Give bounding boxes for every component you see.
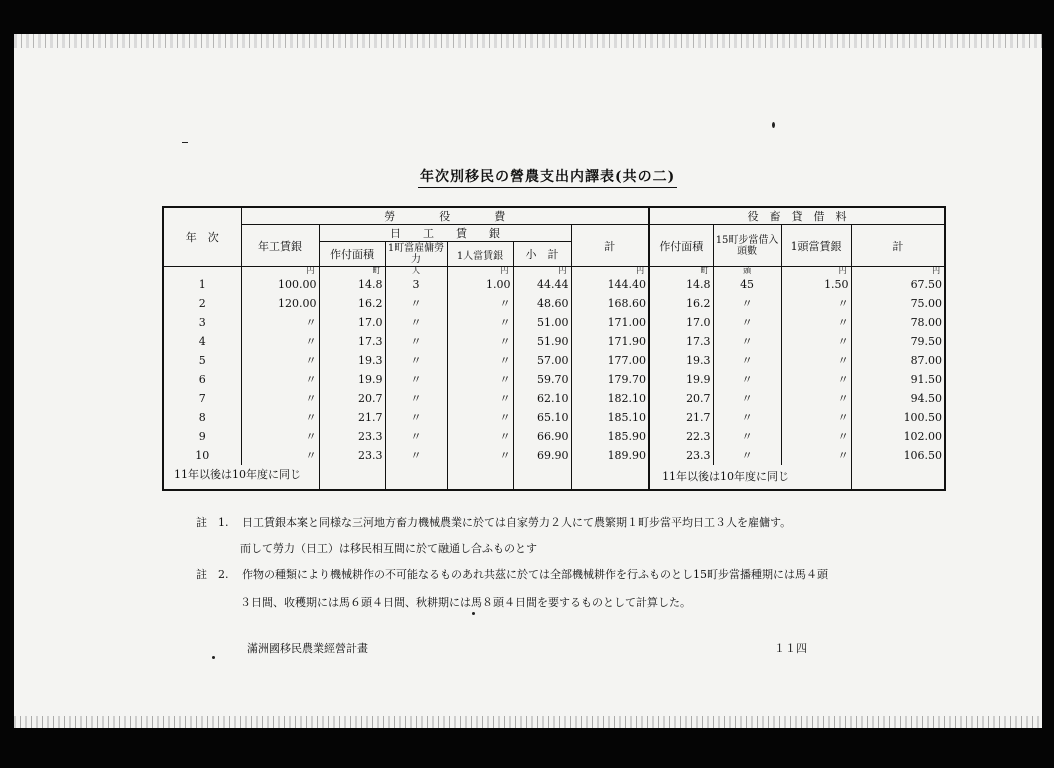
cell-subtotal: 62.10 xyxy=(513,389,571,408)
tail-note-left: 11年以後は10年度に同じ xyxy=(174,468,301,481)
cell-per-cho-labor: 〃 xyxy=(385,313,447,332)
cell-per-cho-labor: 3 xyxy=(385,275,447,294)
cell-annual-wage: 120.00 xyxy=(241,294,319,313)
scan-edge-top xyxy=(14,34,1042,48)
note-2-label: 註 2. xyxy=(196,568,229,581)
note-1 xyxy=(196,514,791,530)
cell-annual-wage: 〃 xyxy=(241,408,319,427)
cell-heads-per-15cho: 〃 xyxy=(713,294,781,313)
footer-right: １１四 xyxy=(774,642,807,655)
table-title: 年次別移民の營農支出内譯表(共の二) xyxy=(418,166,677,188)
scan-speck xyxy=(772,122,775,128)
cell-labor-total: 182.10 xyxy=(571,389,649,408)
empty-cell xyxy=(513,465,571,490)
table-row xyxy=(163,294,945,313)
cell-ls-total: 91.50 xyxy=(851,370,945,389)
cell-annual-wage: 〃 xyxy=(241,389,319,408)
cell-per-head-fee: 〃 xyxy=(781,332,851,351)
header-per-person-wage: 1人當賃銀 xyxy=(447,242,513,267)
unit-labor-total: 円 xyxy=(571,267,649,276)
empty-cell xyxy=(319,465,385,490)
cell-year: 1 xyxy=(198,278,206,291)
unit-annual-wage: 円 xyxy=(241,267,319,276)
cell-ls-planted-area: 19.3 xyxy=(649,351,713,370)
cell-per-cho-labor: 〃 xyxy=(385,389,447,408)
cell-ls-total: 87.00 xyxy=(851,351,945,370)
cell-annual-wage: 〃 xyxy=(241,446,319,465)
cell-heads-per-15cho: 〃 xyxy=(713,351,781,370)
cell-year: 6 xyxy=(198,373,206,386)
unit-subtotal: 円 xyxy=(513,267,571,276)
table-row xyxy=(163,370,945,389)
note-2 xyxy=(196,566,828,582)
header-labor-total: 計 xyxy=(571,225,649,267)
tail-note-right: 11年以後は10年度に同じ xyxy=(649,465,851,490)
cell-ls-planted-area: 22.3 xyxy=(649,427,713,446)
cell-per-cho-labor: 〃 xyxy=(385,370,447,389)
header-per-head-fee: 1頭當賃銀 xyxy=(781,225,851,267)
cell-year: 10 xyxy=(195,449,210,462)
unit-per-cho-labor: 人 xyxy=(385,267,447,276)
cell-labor-total: 171.90 xyxy=(571,332,649,351)
header-heads-per-15cho: 15町步當借入頭數 xyxy=(713,225,781,267)
note-1-line2: 而して勞力（日工）は移民相互間に於て融通し合ふものとす xyxy=(240,542,537,555)
cell-ls-planted-area: 21.7 xyxy=(649,408,713,427)
cell-per-head-fee: 〃 xyxy=(781,351,851,370)
cell-per-person-wage: 〃 xyxy=(447,427,513,446)
cell-labor-total: 168.60 xyxy=(571,294,649,313)
cell-per-head-fee: 〃 xyxy=(781,446,851,465)
cell-subtotal: 48.60 xyxy=(513,294,571,313)
cell-ls-planted-area: 16.2 xyxy=(649,294,713,313)
cell-labor-total: 171.00 xyxy=(571,313,649,332)
cell-labor-total: 185.10 xyxy=(571,408,649,427)
cell-planted-area: 17.3 xyxy=(319,332,385,351)
unit-row xyxy=(163,267,945,276)
cell-per-person-wage: 〃 xyxy=(447,294,513,313)
cell-annual-wage: 〃 xyxy=(241,313,319,332)
table-row xyxy=(163,313,945,332)
cell-ls-total: 100.50 xyxy=(851,408,945,427)
table-row xyxy=(163,332,945,351)
note-1-line1: 日工賃銀本案と同様な三河地方畜力機械農業に於ては自家勞力２人にて農繁期１町步當平均日工３人を雇傭す。 xyxy=(242,516,792,529)
cell-subtotal: 66.90 xyxy=(513,427,571,446)
cell-per-person-wage: 〃 xyxy=(447,370,513,389)
cell-per-person-wage: 〃 xyxy=(447,332,513,351)
cell-per-head-fee: 〃 xyxy=(781,427,851,446)
cell-per-person-wage: 〃 xyxy=(447,313,513,332)
cell-ls-planted-area: 23.3 xyxy=(649,446,713,465)
header-per-cho-labor: 1町當雇傭勞 力 xyxy=(385,242,447,267)
cell-planted-area: 23.3 xyxy=(319,427,385,446)
cell-per-cho-labor: 〃 xyxy=(385,427,447,446)
cell-year: 5 xyxy=(198,354,206,367)
table-row xyxy=(163,275,945,294)
cell-ls-planted-area: 17.0 xyxy=(649,313,713,332)
cell-subtotal: 65.10 xyxy=(513,408,571,427)
cell-per-cho-labor: 〃 xyxy=(385,294,447,313)
scan-speck xyxy=(472,612,475,615)
footer-left: 滿洲國移民農業經營計畫 xyxy=(247,642,368,655)
cell-planted-area: 19.9 xyxy=(319,370,385,389)
header-day-wage-group: 日 工 賃 銀 xyxy=(319,225,571,242)
cell-year: 3 xyxy=(198,316,206,329)
header-planted-area: 作付面積 xyxy=(319,242,385,267)
cell-per-person-wage: 〃 xyxy=(447,389,513,408)
cell-heads-per-15cho: 45 xyxy=(713,275,781,294)
unit-ls-planted-area: 町 xyxy=(649,267,713,276)
cell-per-person-wage: 〃 xyxy=(447,408,513,427)
table-row xyxy=(163,427,945,446)
cell-labor-total: 179.70 xyxy=(571,370,649,389)
cell-labor-total: 144.40 xyxy=(571,275,649,294)
cell-ls-planted-area: 19.9 xyxy=(649,370,713,389)
cell-heads-per-15cho: 〃 xyxy=(713,332,781,351)
header-ls-planted-area: 作付面積 xyxy=(649,225,713,267)
table-row xyxy=(163,389,945,408)
cell-heads-per-15cho: 〃 xyxy=(713,446,781,465)
cell-per-cho-labor: 〃 xyxy=(385,446,447,465)
empty-cell xyxy=(447,465,513,490)
cell-per-cho-labor: 〃 xyxy=(385,408,447,427)
header-year: 年 次 xyxy=(163,207,241,267)
unit-heads-per-15cho: 頭 xyxy=(713,267,781,276)
cell-year: 2 xyxy=(198,297,206,310)
cell-annual-wage: 〃 xyxy=(241,332,319,351)
cell-heads-per-15cho: 〃 xyxy=(713,427,781,446)
empty-cell xyxy=(385,465,447,490)
header-labor-group: 勞 役 費 xyxy=(241,207,649,225)
cell-year: 4 xyxy=(198,335,206,348)
table-row xyxy=(163,351,945,370)
unit-ls-total: 円 xyxy=(851,267,945,276)
cell-ls-planted-area: 20.7 xyxy=(649,389,713,408)
cell-ls-total: 67.50 xyxy=(851,275,945,294)
cell-heads-per-15cho: 〃 xyxy=(713,389,781,408)
unit-per-person-wage: 円 xyxy=(447,267,513,276)
cell-planted-area: 17.0 xyxy=(319,313,385,332)
note-2-line2: ３日間、收穫期には馬６頭４日間、秋耕期には馬８頭４日間を要するものとして計算した。 xyxy=(240,596,691,609)
cell-heads-per-15cho: 〃 xyxy=(713,313,781,332)
header-annual-wage: 年工賃銀 xyxy=(241,225,319,267)
cell-heads-per-15cho: 〃 xyxy=(713,408,781,427)
cell-labor-total: 189.90 xyxy=(571,446,649,465)
header-livestock-group: 役 畜 貸 借 料 xyxy=(649,207,945,225)
cell-annual-wage: 〃 xyxy=(241,427,319,446)
cell-per-head-fee: 〃 xyxy=(781,294,851,313)
cell-annual-wage: 〃 xyxy=(241,370,319,389)
cell-ls-total: 106.50 xyxy=(851,446,945,465)
cell-year: 7 xyxy=(198,392,206,405)
note-1-label: 註 1. xyxy=(196,516,229,529)
cell-annual-wage: 〃 xyxy=(241,351,319,370)
scan-edge-bottom xyxy=(14,716,1042,728)
cell-subtotal: 51.90 xyxy=(513,332,571,351)
cell-per-head-fee: 〃 xyxy=(781,389,851,408)
table-row xyxy=(163,408,945,427)
cell-subtotal: 44.44 xyxy=(513,275,571,294)
cell-per-cho-labor: 〃 xyxy=(385,351,447,370)
cell-ls-total: 75.00 xyxy=(851,294,945,313)
cell-year: 8 xyxy=(198,411,206,424)
cell-subtotal: 51.00 xyxy=(513,313,571,332)
header-ls-total: 計 xyxy=(851,225,945,267)
cell-ls-total: 94.50 xyxy=(851,389,945,408)
cell-ls-total: 102.00 xyxy=(851,427,945,446)
cell-per-head-fee: 〃 xyxy=(781,408,851,427)
cell-per-person-wage: 〃 xyxy=(447,351,513,370)
empty-cell xyxy=(851,465,945,490)
unit-per-head-fee: 円 xyxy=(781,267,851,276)
scan-speck xyxy=(182,142,188,143)
empty-cell xyxy=(571,465,649,490)
cell-subtotal: 59.70 xyxy=(513,370,571,389)
cell-planted-area: 20.7 xyxy=(319,389,385,408)
table-row-tail xyxy=(163,465,945,490)
cell-annual-wage: 100.00 xyxy=(241,275,319,294)
note-2-line1: 作物の種類により機械耕作の不可能なるものあれ共茲に於ては全部機械耕作を行ふものとし15町步當播種期には馬４頭 xyxy=(242,568,828,581)
cell-per-person-wage: 1.00 xyxy=(447,275,513,294)
cell-per-person-wage: 〃 xyxy=(447,446,513,465)
scan-speck xyxy=(212,656,215,659)
header-subtotal: 小 計 xyxy=(513,242,571,267)
cell-per-head-fee: 〃 xyxy=(781,313,851,332)
cell-planted-area: 23.3 xyxy=(319,446,385,465)
table-row xyxy=(163,446,945,465)
cell-planted-area: 19.3 xyxy=(319,351,385,370)
cell-planted-area: 21.7 xyxy=(319,408,385,427)
cell-subtotal: 69.90 xyxy=(513,446,571,465)
cell-labor-total: 185.90 xyxy=(571,427,649,446)
cell-ls-total: 79.50 xyxy=(851,332,945,351)
cell-ls-planted-area: 14.8 xyxy=(649,275,713,294)
cell-subtotal: 57.00 xyxy=(513,351,571,370)
cell-ls-planted-area: 17.3 xyxy=(649,332,713,351)
cell-planted-area: 16.2 xyxy=(319,294,385,313)
cell-year: 9 xyxy=(198,430,206,443)
cell-per-cho-labor: 〃 xyxy=(385,332,447,351)
expenditure-table xyxy=(162,206,946,491)
cell-heads-per-15cho: 〃 xyxy=(713,370,781,389)
unit-planted-area: 町 xyxy=(319,267,385,276)
cell-labor-total: 177.00 xyxy=(571,351,649,370)
cell-per-head-fee: 1.50 xyxy=(781,275,851,294)
cell-planted-area: 14.8 xyxy=(319,275,385,294)
cell-per-head-fee: 〃 xyxy=(781,370,851,389)
cell-ls-total: 78.00 xyxy=(851,313,945,332)
